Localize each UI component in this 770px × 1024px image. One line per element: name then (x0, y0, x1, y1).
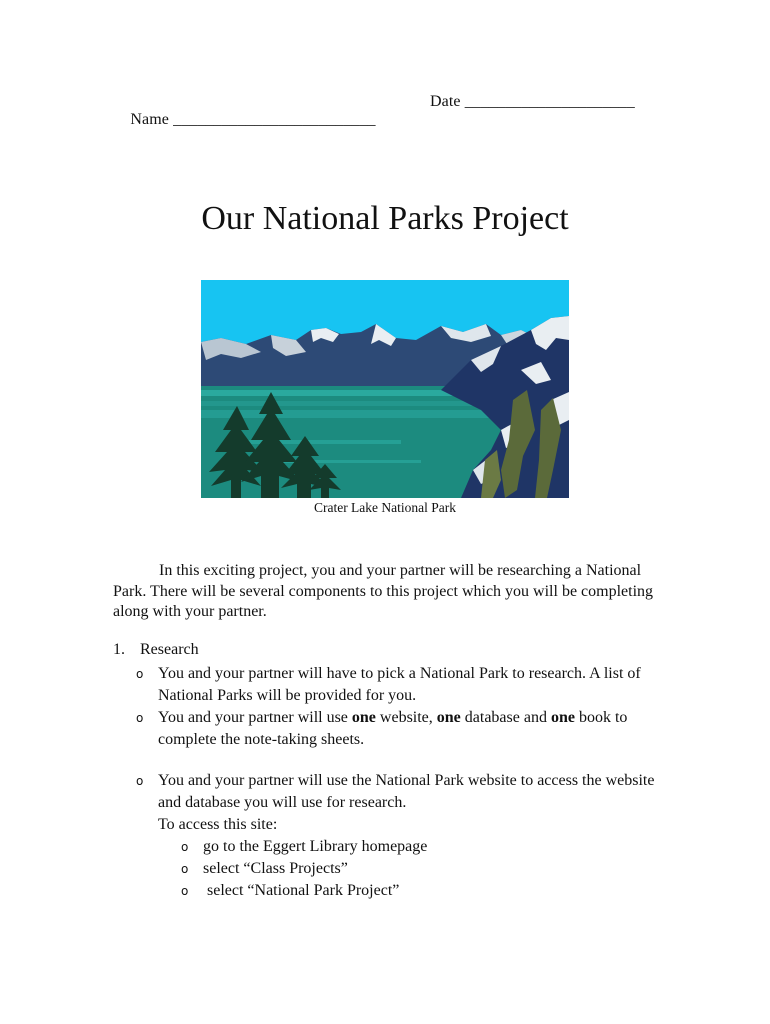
bullet-text: You and your partner will use the National Park website to access the website and database you will use for research. (158, 772, 655, 811)
list-item (113, 707, 673, 751)
bullet-emphasis: one (436, 709, 461, 726)
date-field-label: Date _____________________ (430, 93, 635, 110)
bullet-marker: o (136, 667, 144, 681)
bullet-text: You and your partner will have to pick a National Park to research. A list of National Parks will be provided for you. (158, 665, 641, 704)
list-item (113, 663, 673, 707)
crater-lake-illustration (201, 280, 569, 498)
bullet-text-part: book to complete the note-taking sheets. (158, 709, 628, 748)
access-label: To access this site: (158, 816, 278, 833)
crater-lake-svg (201, 280, 569, 498)
bullet-marker: o (181, 840, 189, 854)
intro-paragraph: In this exciting project, you and your partner will be researching a National Park. There will be several components to this project which you will be completing along with your partner. (113, 562, 654, 620)
bullet-text-part: website, (375, 709, 437, 726)
section-label: Research (140, 641, 199, 658)
bullet-text-part: database and (460, 709, 551, 726)
figure-caption: Crater Lake National Park (313, 500, 457, 515)
list-item (113, 836, 673, 858)
bullet-emphasis: one (550, 709, 575, 726)
list-item (113, 880, 673, 902)
bullet-emphasis: one (351, 709, 376, 726)
bullet-marker: o (136, 711, 144, 725)
bullet-text-part: You and your partner will use (158, 709, 352, 726)
spacer (113, 751, 673, 770)
step-text: select “Class Projects” (203, 860, 348, 877)
section-research (113, 641, 673, 663)
project-sections (113, 641, 673, 902)
bullet-marker: o (136, 774, 144, 788)
header-line (114, 93, 635, 165)
list-item (113, 770, 673, 814)
name-field-label: Name _________________________ (130, 111, 376, 128)
section-number: 1. (113, 641, 125, 658)
bullet-marker: o (181, 862, 189, 876)
page-title: Our National Parks Project (201, 200, 569, 237)
step-text: select “National Park Project” (203, 882, 400, 899)
bullet-marker: o (181, 884, 189, 898)
list-item (113, 858, 673, 880)
bullet-text (158, 707, 658, 751)
step-text: go to the Eggert Library homepage (203, 838, 428, 855)
